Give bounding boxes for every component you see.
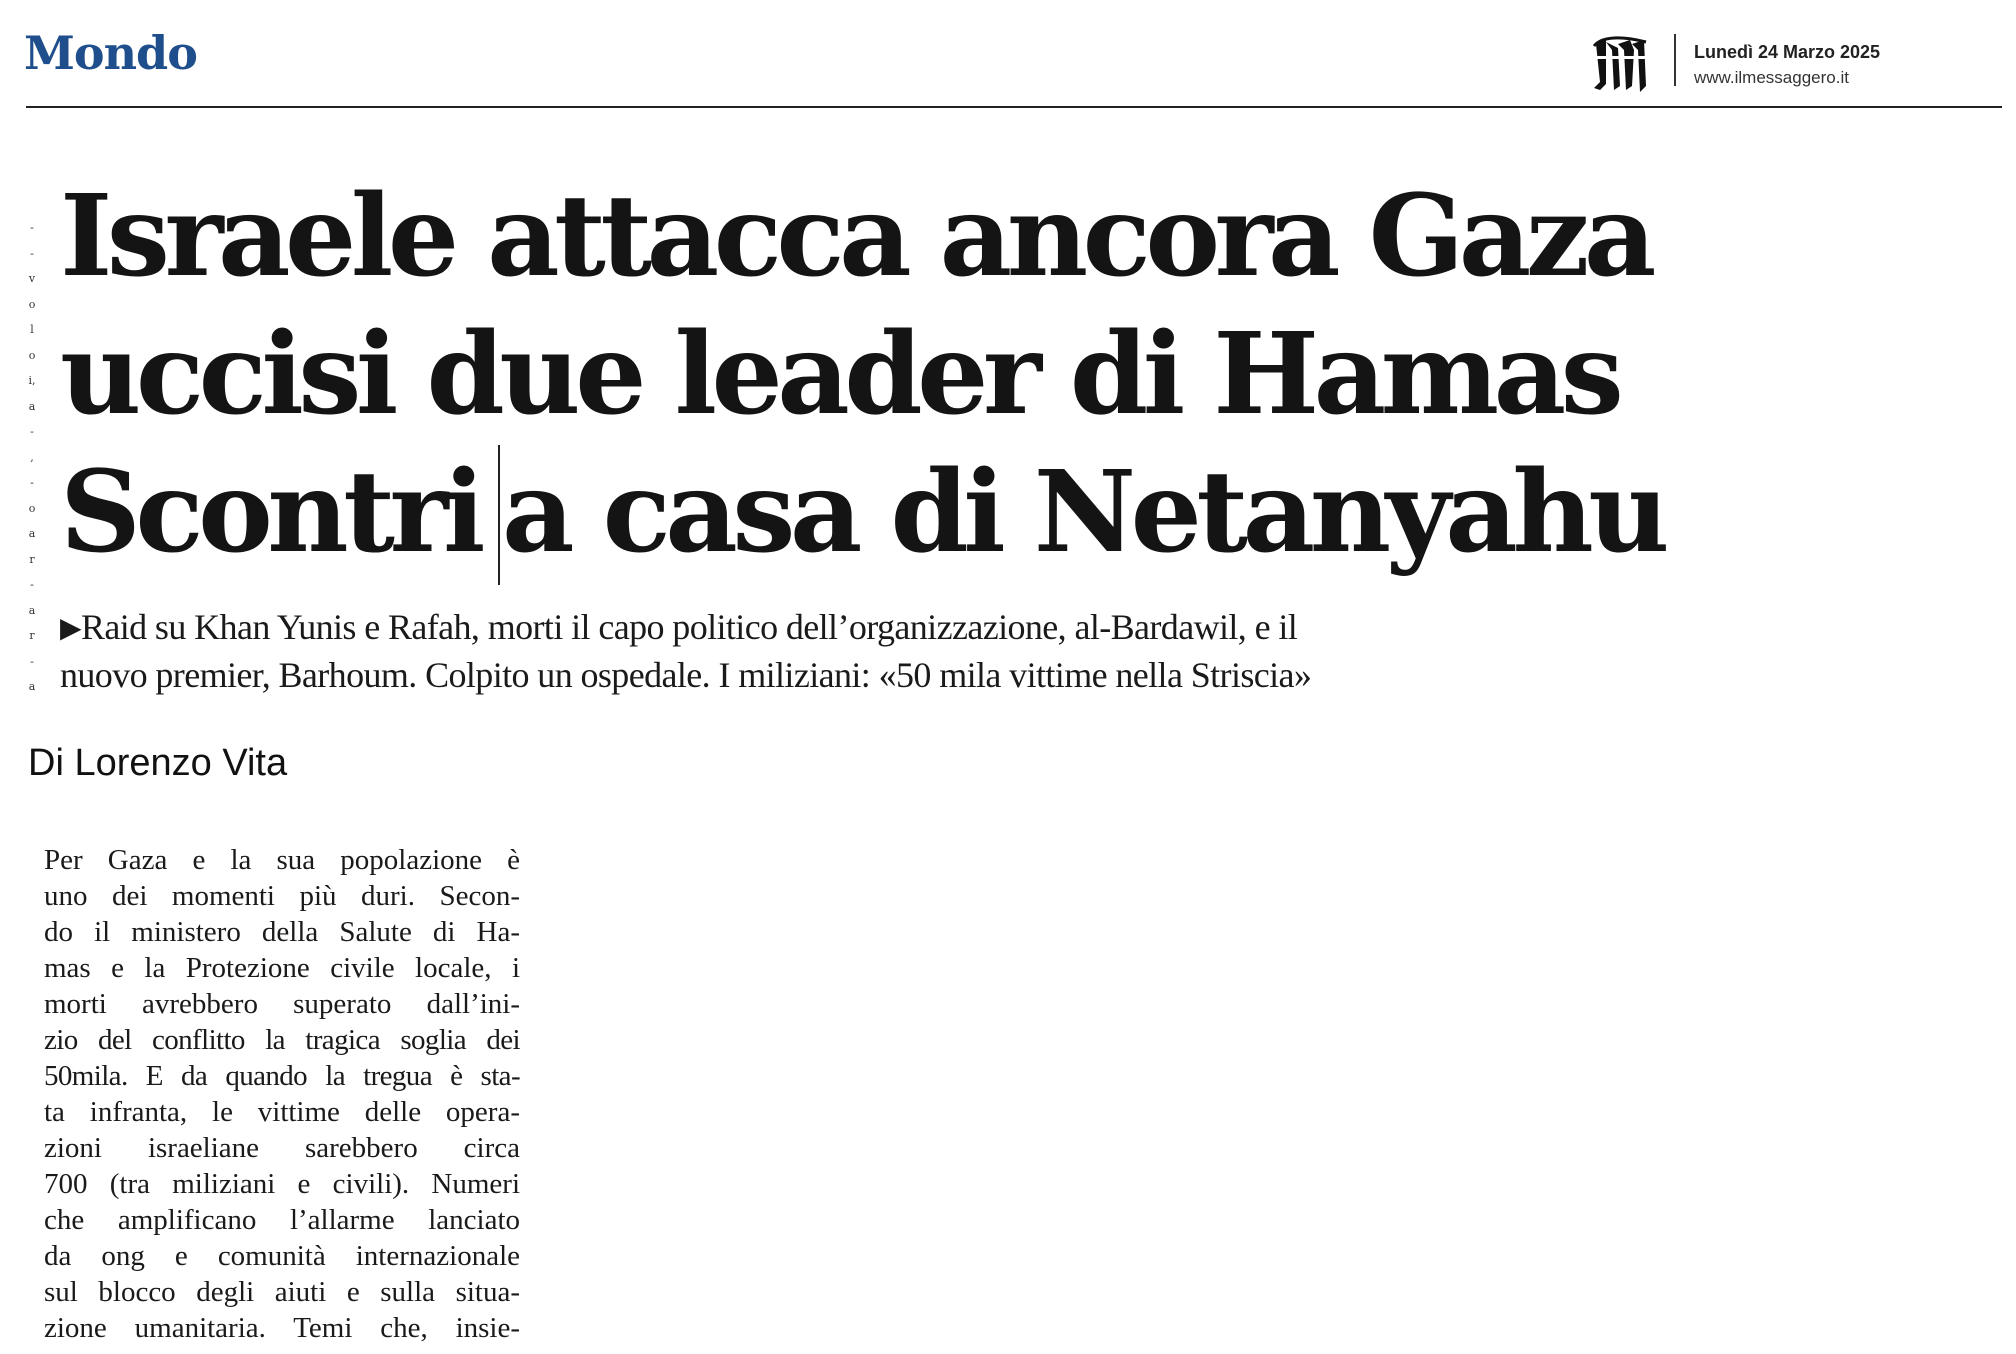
- body-line: morti avrebbero superato dall’ini-: [44, 988, 520, 1020]
- body-line: Per Gaza e la sua popolazione è: [44, 844, 520, 876]
- body-line: zione umanitaria. Temi che, insie-: [44, 1312, 520, 1344]
- body-line: zio del conflitto la tragica soglia dei: [44, 1024, 520, 1056]
- subhead-text: Raid su Khan Yunis e Rafah, morti il capo politico dell’organizzazione, al-Bardawil, e il: [80, 607, 1298, 647]
- play-triangle-icon: ▶: [60, 613, 81, 644]
- body-line: sul blocco degli aiuti e sulla situa-: [44, 1276, 520, 1308]
- margin-glyph: -: [30, 476, 34, 489]
- headline-segment: Scontri: [60, 447, 480, 578]
- headline-line: Israele attacca ancora Gaza: [60, 171, 1651, 302]
- margin-glyph: v: [28, 272, 36, 285]
- adjacent-column-fragment: [26, 222, 38, 692]
- margin-glyph: a: [28, 680, 36, 693]
- text-cursor: [498, 445, 500, 585]
- header-rule: [26, 106, 2002, 108]
- margin-glyph: a: [28, 603, 36, 617]
- body-line: ta infranta, le vittime delle opera-: [44, 1096, 520, 1128]
- body-line: 700 (tra miliziani e civili). Numeri: [44, 1168, 520, 1200]
- margin-glyph: -: [30, 578, 34, 591]
- margin-glyph: -: [30, 425, 34, 438]
- margin-glyph: ,: [30, 450, 34, 464]
- margin-glyph: o: [28, 501, 36, 515]
- body-line: 50mila. E da quando la tregua è sta-: [44, 1060, 520, 1092]
- subhead-line: [60, 604, 1480, 652]
- body-line: mas e la Protezione civile locale, i: [44, 952, 520, 984]
- article-subheadline: [60, 604, 1480, 698]
- body-line: do il ministero della Salute di Ha-: [44, 916, 520, 948]
- margin-glyph: o: [28, 297, 36, 311]
- margin-glyph: -: [30, 221, 34, 234]
- headline-line: [60, 444, 1664, 585]
- subhead-line: nuovo premier, Barhoum. Colpito un ospedale. I miliziani: «50 mila vittime nella Striscia»: [60, 655, 1312, 695]
- article-headline: [60, 168, 1664, 585]
- margin-glyph: a: [28, 399, 36, 413]
- publication-date: Lunedì 24 Marzo 2025: [1694, 42, 1881, 62]
- body-line: zioni israeliane sarebbero circa: [44, 1132, 520, 1164]
- body-line: che amplificano l’allarme lanciato: [44, 1204, 520, 1236]
- article-body: [44, 842, 520, 1346]
- headline-line: uccisi due leader di Hamas: [60, 309, 1619, 440]
- margin-glyph: -: [30, 654, 34, 668]
- headline-segment: a casa di Netanyahu: [502, 447, 1665, 578]
- masthead-divider: [1674, 34, 1676, 86]
- margin-glyph: o: [28, 348, 36, 362]
- margin-glyph: -: [30, 246, 34, 260]
- margin-glyph: r: [29, 629, 35, 642]
- newspaper-logo-icon[interactable]: [1592, 36, 1648, 94]
- margin-glyph: i,: [28, 374, 36, 387]
- margin-glyph: r: [29, 552, 35, 566]
- body-line: da ong e comunità internazionale: [44, 1240, 520, 1272]
- site-url-link[interactable]: www.ilmessaggero.it: [1694, 68, 1849, 87]
- margin-glyph: l: [30, 323, 34, 336]
- byline: Di Lorenzo Vita: [28, 742, 288, 784]
- body-line: uno dei momenti più duri. Secon-: [44, 880, 520, 912]
- section-title: Mondo: [24, 26, 197, 80]
- margin-glyph: a: [28, 527, 36, 540]
